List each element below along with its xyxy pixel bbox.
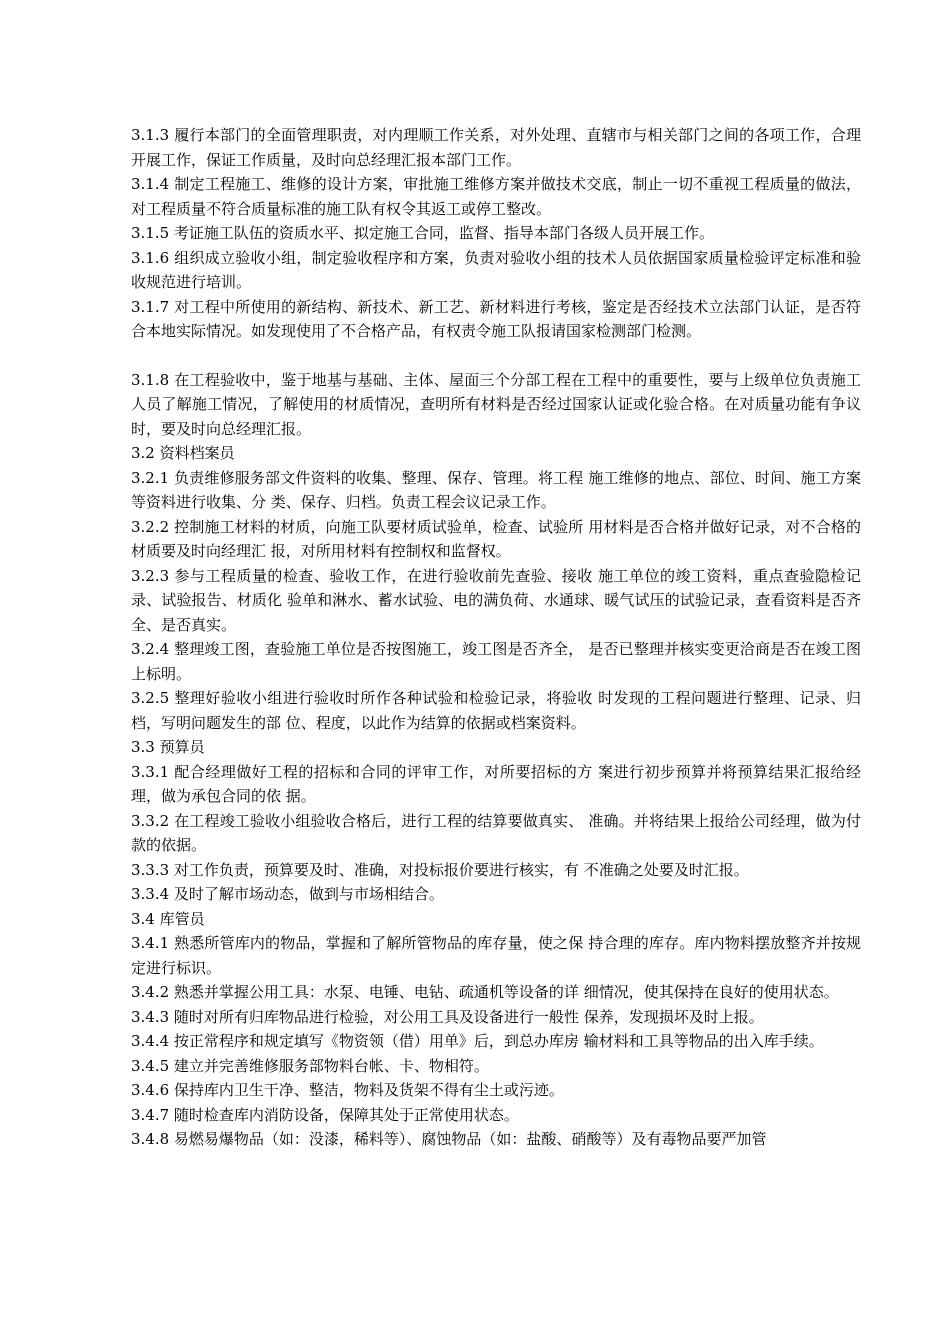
- paragraph-3-4-8: 3.4.8 易燃易爆物品（如：没漆，稀料等）、腐蚀物品（如：盐酸、硝酸等）及有毒物品要严加管: [131, 1130, 767, 1148]
- paragraph-3-4-4: 3.4.4 按正常程序和规定填写《物资领（借）用单》后，到总办库房 输材料和工具等物品的出入库手续。: [131, 1032, 824, 1050]
- paragraph-3-1-8: 3.1.8 在工程验收中，鉴于地基与基础、主体、屋面三个分部工程在工程中的重要性，要与上级单位负责施工人员了解施工情况，了解使用的材质情况，查明所有材料是否经过国家认证或化验合格。在对质量功能有争议时，要及时向总经理汇报。: [131, 370, 861, 438]
- paragraph-3-1-4: 3.1.4 制定工程施工、维修的设计方案，审批施工维修方案并做技术交底，制止一切不重视工程质量的做法，对工程质量不符合质量标准的施工队有权令其返工或停工整改。: [131, 175, 861, 218]
- paragraph-3-2-2: 3.2.2 控制施工材料的材质，向施工队要材质试验单，检查、试验所 用材料是否合格并做好记录，对不合格的材质要及时向经理汇 报，对所用材料有控制权和监督权。: [131, 517, 861, 560]
- paragraph-3-4-3: 3.4.3 随时对所有归库物品进行检验，对公用工具及设备进行一般性 保养，发现损坏及时上报。: [131, 1007, 764, 1026]
- paragraph-3-3-3: 3.3.3 对工作负责，预算要及时、准确，对投标报价要进行核实，有 不准确之处要及时汇报。: [131, 860, 749, 879]
- paragraph-3-3-2: 3.3.2 在工程竣工验收小组验收合格后，进行工程的结算要做真实、 准确。并将结果上报给公司经理，做为付款的依据。: [131, 811, 861, 854]
- paragraph-3-2-3: 3.2.3 参与工程质量的检查、验收工作，在进行验收前先查验、接收 施工单位的竣工资料，重点查验隐检记录、试验报告、材质化 验单和淋水、蓄水试验、电的满负荷、水通球、暖气试压的试验记录，查看资料是否齐全、是否真实。: [131, 566, 861, 634]
- paragraph-3-2-5: 3.2.5 整理好验收小组进行验收时所作各种试验和检验记录，将验收 时发现的工程问题进行整理、记录、归档，写明问题发生的部 位、程度，以此作为结算的依据或档案资料。: [131, 689, 861, 732]
- document-body: [131, 123, 861, 1152]
- paragraph-3-4-1: 3.4.1 熟悉所管库内的物品，掌握和了解所管物品的库存量，使之保 持合理的库存。库内物料摆放整齐并按规定进行标识。: [131, 934, 861, 977]
- paragraph-3-1-5: 3.1.5 考证施工队伍的资质水平、拟定施工合同，监督、指导本部门各级人员开展工作。: [131, 224, 714, 242]
- paragraph-3-3-1: 3.3.1 配合经理做好工程的招标和合同的评审工作，对所要招标的方 案进行初步预算并将预算结果汇报给经理，做为承包合同的依 据。: [131, 762, 861, 805]
- paragraph-3-1-3: 3.1.3 履行本部门的全面管理职责，对内理顺工作关系，对外处理、直辖市与相关部门之间的各项工作，合理开展工作，保证工作质量，及时向总经理汇报本部门工作。: [131, 126, 861, 169]
- paragraph-3-2-1: 3.2.1 负责维修服务部文件资料的收集、整理、保存、管理。将工程 施工维修的地点、部位、时间、施工方案等资料进行收集、分 类、保存、归档。负责工程会议记录工作。: [131, 468, 861, 511]
- paragraph-3-4-2: 3.4.2 熟悉并掌握公用工具：水泵、电锤、电钻、疏通机等设备的详 细情况，使其保持在良好的使用状态。: [131, 983, 839, 1001]
- paragraph-3-1-6: 3.1.6 组织成立验收小组，制定验收程序和方案，负责对验收小组的技术人员依据国家质量检验评定标准和验收规范进行培训。: [131, 248, 861, 291]
- paragraph-3-2-4: 3.2.4 整理竣工图，查验施工单位是否按图施工，竣工图是否齐全， 是否已整理并核实变更洽商是否在竣工图上标明。: [131, 640, 861, 683]
- paragraph-3-4-7: 3.4.7 随时检查库内消防设备，保障其处于正常使用状态。: [131, 1105, 519, 1124]
- paragraph-3-4-5: 3.4.5 建立并完善维修服务部物料台帐、卡、物相符。: [131, 1056, 489, 1075]
- paragraph-3-3-4: 3.3.4 及时了解市场动态，做到与市场相结合。: [131, 885, 444, 903]
- section-heading-3-3: 3.3 预算员: [131, 738, 205, 756]
- paragraph-3-4-6: 3.4.6 保持库内卫生干净、整洁，物料及货架不得有尘土或污迹。: [131, 1081, 564, 1099]
- paragraph-3-1-7: 3.1.7 对工程中所使用的新结构、新技术、新工艺、新材料进行考核，鉴定是否经技术立法部门认证，是否符合本地实际情况。如发现使用了不合格产品，有权责令施工队报请国家检测部门检测。: [131, 297, 861, 340]
- section-heading-3-2: 3.2 资料档案员: [131, 444, 235, 462]
- section-heading-3-4: 3.4 库管员: [131, 909, 205, 928]
